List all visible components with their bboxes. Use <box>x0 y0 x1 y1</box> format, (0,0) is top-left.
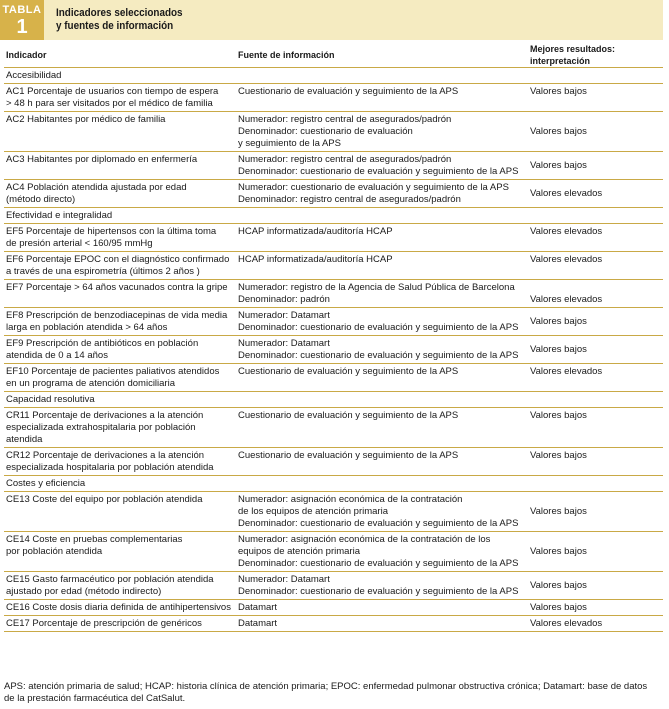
result-cell <box>528 224 663 252</box>
source-cell <box>236 308 528 336</box>
source-text: Numerador: registro de la Agencia de Salud Pública de Barcelona Denominador: padrón <box>238 282 515 305</box>
result-cell <box>528 84 663 112</box>
result-text: Valores bajos <box>530 506 587 517</box>
indicator-cell <box>4 448 236 476</box>
column-header-source: Fuente de información <box>236 43 528 68</box>
table-row <box>4 408 663 448</box>
indicator-cell <box>4 84 236 112</box>
section-row <box>4 476 663 492</box>
table-badge <box>0 0 44 40</box>
indicator-text: EF9 Prescripción de antibióticos en población atendida de 0 a 14 años <box>6 338 199 361</box>
result-text: Valores bajos <box>530 450 587 461</box>
indicator-text: CE13 Coste del equipo por población atendida <box>6 494 203 505</box>
indicator-text: CE17 Porcentaje de prescripción de genéricos <box>6 618 202 629</box>
source-text: Numerador: registro central de asegurados/padrón Denominador: cuestionario de evaluación y seguimiento de la APS <box>238 114 452 149</box>
table-header <box>0 0 663 40</box>
result-cell <box>528 572 663 600</box>
indicator-cell <box>4 224 236 252</box>
section-row <box>4 392 663 408</box>
indicator-cell <box>4 280 236 308</box>
indicator-cell <box>4 364 236 392</box>
result-cell <box>528 408 663 448</box>
result-text: Valores elevados <box>530 254 603 265</box>
source-cell <box>236 600 528 616</box>
indicator-cell <box>4 600 236 616</box>
table-row <box>4 180 663 208</box>
source-cell <box>236 252 528 280</box>
indicator-text: EF5 Porcentaje de hipertensos con la última toma de presión arterial < 160/95 mmHg <box>6 226 217 249</box>
result-cell <box>528 492 663 532</box>
indicator-text: CE14 Coste en pruebas complementarias por población atendida <box>6 534 183 557</box>
source-text: Numerador: Datamart Denominador: cuestionario de evaluación y seguimiento de la APS <box>238 574 519 597</box>
source-cell <box>236 532 528 572</box>
indicator-cell <box>4 252 236 280</box>
result-text: Valores bajos <box>530 580 587 591</box>
table-row <box>4 84 663 112</box>
result-text: Valores elevados <box>530 226 603 237</box>
result-text: Valores bajos <box>530 160 587 171</box>
result-cell <box>528 308 663 336</box>
result-cell <box>528 364 663 392</box>
result-cell <box>528 532 663 572</box>
source-text: HCAP informatizada/auditoría HCAP <box>238 226 393 237</box>
source-cell <box>236 492 528 532</box>
indicator-text: AC2 Habitantes por médico de familia <box>6 114 166 125</box>
table-row <box>4 308 663 336</box>
badge-number: 1 <box>16 16 28 38</box>
result-text: Valores bajos <box>530 546 587 557</box>
column-header-result: Mejores resultados: interpretación <box>528 43 663 68</box>
indicator-text: AC1 Porcentaje de usuarios con tiempo de espera > 48 h para ser visitados por el médico de familia <box>6 86 219 109</box>
indicator-cell <box>4 408 236 448</box>
source-text: Cuestionario de evaluación y seguimiento de la APS <box>238 410 459 421</box>
result-cell <box>528 448 663 476</box>
indicator-text: CE15 Gasto farmacéutico por población atendida ajustado por edad (método indirecto) <box>6 574 214 597</box>
table-row <box>4 112 663 152</box>
source-cell <box>236 448 528 476</box>
source-text: Numerador: asignación económica de la contratación de los equipos de atención primaria Denominador: cuestionario de evaluación y seguimiento de la APS <box>238 494 519 529</box>
result-cell <box>528 152 663 180</box>
column-header-row <box>4 43 663 68</box>
section-title: Capacidad resolutiva <box>4 392 663 408</box>
source-cell <box>236 112 528 152</box>
source-text: Numerador: registro central de asegurados/padrón Denominador: cuestionario de evaluación y seguimiento de la APS <box>238 154 519 177</box>
result-cell <box>528 180 663 208</box>
table-row <box>4 252 663 280</box>
indicator-text: AC3 Habitantes por diplomado en enfermería <box>6 154 198 165</box>
source-cell <box>236 616 528 632</box>
indicator-cell <box>4 572 236 600</box>
result-text: Valores bajos <box>530 344 587 355</box>
source-text: Cuestionario de evaluación y seguimiento de la APS <box>238 450 459 461</box>
section-row <box>4 208 663 224</box>
result-cell <box>528 336 663 364</box>
result-cell <box>528 112 663 152</box>
source-cell <box>236 224 528 252</box>
badge-label: TABLA <box>2 4 42 16</box>
indicator-text: EF7 Porcentaje > 64 años vacunados contra la gripe <box>6 282 228 293</box>
table-body <box>4 68 663 632</box>
result-cell <box>528 280 663 308</box>
source-text: Numerador: cuestionario de evaluación y seguimiento de la APS Denominador: registro central de asegurados/padrón <box>238 182 509 205</box>
result-text: Valores elevados <box>530 618 603 629</box>
table-title: Indicadores seleccionados y fuentes de información <box>56 7 183 32</box>
table-row <box>4 600 663 616</box>
source-cell <box>236 336 528 364</box>
section-title: Efectividad e integralidad <box>4 208 663 224</box>
result-text: Valores bajos <box>530 126 587 137</box>
source-text: Numerador: Datamart Denominador: cuestionario de evaluación y seguimiento de la APS <box>238 338 519 361</box>
table-row <box>4 448 663 476</box>
source-cell <box>236 572 528 600</box>
source-text: HCAP informatizada/auditoría HCAP <box>238 254 393 265</box>
result-text: Valores elevados <box>530 294 603 305</box>
indicator-cell <box>4 308 236 336</box>
result-text: Valores elevados <box>530 366 603 377</box>
source-text: Datamart <box>238 618 278 629</box>
column-header-indicator: Indicador <box>4 43 236 68</box>
indicator-text: EF6 Porcentaje EPOC con el diagnóstico confirmado a través de una espirometría (últimos 2 años ) <box>6 254 230 277</box>
indicator-text: CE16 Coste dosis diaria definida de antihipertensivos <box>6 602 231 613</box>
table-row <box>4 280 663 308</box>
indicator-cell <box>4 492 236 532</box>
indicators-table <box>4 43 663 632</box>
source-text: Datamart <box>238 602 278 613</box>
section-row <box>4 68 663 84</box>
result-cell <box>528 616 663 632</box>
indicator-text: EF8 Prescripción de benzodiacepinas de vida media larga en población atendida > 64 años <box>6 310 228 333</box>
result-text: Valores bajos <box>530 86 587 97</box>
result-cell <box>528 252 663 280</box>
source-cell <box>236 180 528 208</box>
result-cell <box>528 600 663 616</box>
table-row <box>4 532 663 572</box>
source-text: Numerador: Datamart Denominador: cuestionario de evaluación y seguimiento de la APS <box>238 310 519 333</box>
indicator-text: CR12 Porcentaje de derivaciones a la atención especializada hospitalaria por población atendida <box>6 450 214 473</box>
result-text: Valores bajos <box>530 316 587 327</box>
indicator-cell <box>4 152 236 180</box>
indicator-text: EF10 Porcentaje de pacientes paliativos atendidos en un programa de atención domiciliaria <box>6 366 220 389</box>
table-row <box>4 152 663 180</box>
indicator-cell <box>4 112 236 152</box>
table-row <box>4 492 663 532</box>
result-text: Valores elevados <box>530 188 603 199</box>
indicator-text: CR11 Porcentaje de derivaciones a la atención especializada extrahospitalaria por población atendida <box>6 410 204 445</box>
source-cell <box>236 408 528 448</box>
source-cell <box>236 152 528 180</box>
indicator-cell <box>4 532 236 572</box>
result-text: Valores bajos <box>530 410 587 421</box>
table-row <box>4 364 663 392</box>
table-row <box>4 616 663 632</box>
section-title: Costes y eficiencia <box>4 476 663 492</box>
source-cell <box>236 84 528 112</box>
source-text: Numerador: asignación económica de la contratación de los equipos de atención primaria Denominador: cuestionario de evaluación y seguimiento de la APS <box>238 534 519 569</box>
footnote: APS: atención primaria de salud; HCAP: historia clínica de atención primaria; EPOC: enfermedad pulmonar obstructiva crónica; Datamart: base de datos de la prestación farmacéutica del CatSalut. <box>4 681 648 704</box>
indicator-cell <box>4 336 236 364</box>
result-text: Valores bajos <box>530 602 587 613</box>
table-row <box>4 224 663 252</box>
section-title: Accesibilidad <box>4 68 663 84</box>
source-cell <box>236 364 528 392</box>
indicator-cell <box>4 180 236 208</box>
source-text: Cuestionario de evaluación y seguimiento de la APS <box>238 366 459 377</box>
table-row <box>4 572 663 600</box>
table-row <box>4 336 663 364</box>
source-text: Cuestionario de evaluación y seguimiento de la APS <box>238 86 459 97</box>
indicator-cell <box>4 616 236 632</box>
source-cell <box>236 280 528 308</box>
indicator-text: AC4 Población atendida ajustada por edad (método directo) <box>6 182 187 205</box>
